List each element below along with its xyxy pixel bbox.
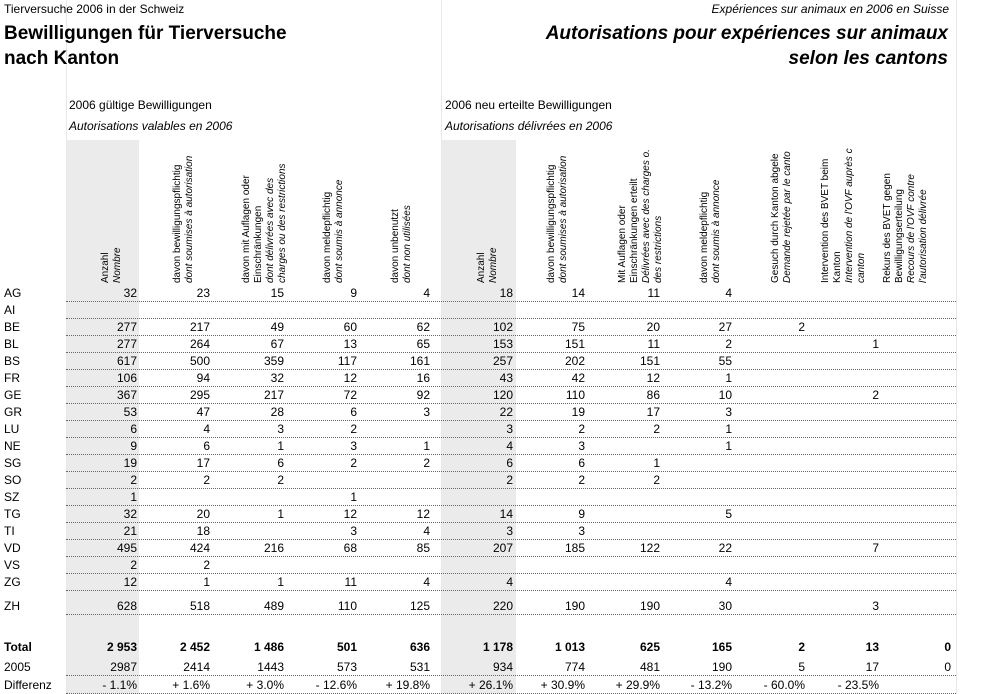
- title-de-line2: nach Kanton: [4, 48, 120, 69]
- column-header-fr: charges ou des restrictions: [277, 163, 288, 283]
- table-cell: 110: [337, 599, 357, 613]
- column-header-de: davon meldepflichtig: [699, 191, 710, 283]
- table-cell: 14: [571, 286, 585, 300]
- table-cell: - 1.1%: [102, 678, 137, 692]
- table-cell: + 29.9%: [615, 678, 660, 692]
- table-cell: 94: [196, 371, 210, 385]
- table-cell: 22: [718, 541, 732, 555]
- table-cell: 125: [409, 599, 430, 613]
- table-row-label: AG: [4, 286, 22, 300]
- table-cell: + 30.9%: [540, 678, 585, 692]
- column-header: [476, 247, 500, 283]
- table-cell: 106: [116, 371, 137, 385]
- table-cell: 11: [647, 337, 660, 351]
- row-divider: [66, 675, 956, 676]
- table-cell: 207: [492, 541, 513, 555]
- row-divider: [66, 386, 956, 387]
- table-cell: 19: [123, 456, 137, 470]
- table-cell: 11: [647, 286, 660, 300]
- table-cell: 2: [130, 473, 137, 487]
- table-cell: 20: [646, 320, 660, 334]
- grid-line: [956, 0, 957, 694]
- column-header-fr: Délivrées avec des charges o.: [641, 149, 652, 283]
- row-divider: [66, 556, 956, 557]
- column-header-de: Mit Auflagen oder: [617, 205, 628, 283]
- table-cell: 32: [270, 371, 284, 385]
- total-row-label: Total: [4, 640, 32, 654]
- row-divider: [66, 403, 956, 404]
- table-cell: + 19.8%: [385, 678, 430, 692]
- table-cell: 60: [343, 320, 357, 334]
- table-cell: 1: [203, 575, 210, 589]
- table-row-label: LU: [4, 422, 20, 436]
- table-cell: 18: [499, 286, 513, 300]
- table-cell: 151: [564, 337, 585, 351]
- table-cell: 6: [130, 422, 137, 436]
- column-header: [770, 151, 794, 283]
- title-fr-line2: selon les cantons: [788, 48, 948, 69]
- table-cell: 495: [116, 541, 137, 555]
- table-row-label: VS: [4, 558, 21, 572]
- table-cell: 185: [564, 541, 585, 555]
- table-cell: 151: [639, 354, 660, 368]
- column-header-fr: dont soumis à annonce: [334, 179, 345, 283]
- table-cell: 217: [189, 320, 210, 334]
- table-cell: 12: [416, 507, 430, 521]
- column-header-fr: Recours de l'OVF contre: [906, 174, 917, 283]
- column-header-fr: dont soumises à autorisation: [558, 155, 569, 283]
- column-header-fr: canton: [856, 252, 867, 283]
- table-cell: 628: [116, 599, 137, 613]
- table-cell: 86: [646, 388, 660, 402]
- table-cell: - 12.6%: [315, 678, 357, 692]
- table-cell: 14: [499, 507, 513, 521]
- table-cell: 2 452: [179, 640, 210, 654]
- title-fr: [546, 21, 948, 71]
- table-cell: 4: [725, 286, 732, 300]
- table-cell: - 13.2%: [690, 678, 732, 692]
- table-cell: 4: [423, 575, 430, 589]
- table-row-label: SZ: [4, 490, 20, 504]
- table-cell: 501: [336, 640, 357, 654]
- table-cell: 27: [718, 320, 732, 334]
- column-header-fr: Nombre: [112, 247, 123, 283]
- table-cell: 4: [506, 439, 513, 453]
- table-cell: 23: [196, 286, 210, 300]
- row-divider: [66, 590, 956, 591]
- table-cell: 295: [189, 388, 210, 402]
- table-cell: 6: [506, 456, 513, 470]
- table-cell: 934: [492, 660, 513, 674]
- table-cell: 1: [277, 439, 284, 453]
- table-cell: 359: [263, 354, 284, 368]
- table-cell: 1 178: [482, 640, 513, 654]
- table-cell: 3: [350, 439, 357, 453]
- table-cell: 0: [944, 640, 951, 654]
- section-new-subtitle: Autorisations délivrées en 2006: [445, 119, 613, 133]
- table-cell: 1: [725, 439, 732, 453]
- table-cell: 636: [409, 640, 430, 654]
- row-divider: [66, 471, 956, 472]
- table-cell: 120: [492, 388, 513, 402]
- row-divider: [66, 454, 956, 455]
- table-cell: 531: [409, 660, 430, 674]
- table-row-label: SO: [4, 473, 22, 487]
- table-cell: 85: [416, 541, 430, 555]
- column-header-fr: dont soumises à autorisation: [184, 155, 195, 283]
- table-cell: 202: [564, 354, 585, 368]
- table-cell: + 1.6%: [172, 678, 210, 692]
- table-cell: 264: [189, 337, 210, 351]
- table-cell: 2: [653, 473, 660, 487]
- column-header: [241, 163, 289, 283]
- table-row-label: TI: [4, 524, 15, 538]
- table-cell: 625: [639, 640, 660, 654]
- table-cell: 68: [343, 541, 357, 555]
- table-cell: 49: [270, 320, 284, 334]
- table-cell: 72: [343, 388, 357, 402]
- doc-label-de: Tierversuche 2006 in der Schweiz: [4, 2, 185, 16]
- title-de: [4, 21, 287, 71]
- table-row-label: ZG: [4, 575, 21, 589]
- table-cell: 153: [492, 337, 513, 351]
- row-divider: [66, 335, 956, 336]
- column-header: [390, 205, 414, 283]
- table-cell: 424: [189, 541, 210, 555]
- table-cell: 190: [564, 599, 585, 613]
- table-cell: + 26.1%: [468, 678, 513, 692]
- table-cell: 75: [571, 320, 585, 334]
- table-cell: 4: [506, 575, 513, 589]
- section-valid-subtitle: Autorisations valables en 2006: [69, 119, 233, 133]
- table-cell: 3: [725, 405, 732, 419]
- column-header-de: Anzahl: [476, 252, 487, 283]
- table-cell: 3: [872, 599, 879, 613]
- table-cell: 6: [203, 439, 210, 453]
- table-cell: 3: [506, 422, 513, 436]
- table-row-label: NE: [4, 439, 21, 453]
- column-header-fr: des restrictions: [653, 215, 664, 283]
- table-cell: 62: [416, 320, 430, 334]
- table-cell: 2: [203, 473, 210, 487]
- table-cell: 2: [350, 422, 357, 436]
- column-header: [699, 180, 723, 283]
- table-cell: 67: [270, 337, 284, 351]
- table-cell: 1: [130, 490, 137, 504]
- column-header-fr: Demande rejetée par le canto: [782, 151, 793, 283]
- table-cell: 9: [578, 507, 585, 521]
- table-cell: 2: [578, 473, 585, 487]
- table-cell: 1 486: [253, 640, 284, 654]
- table-cell: 4: [423, 286, 430, 300]
- table-cell: 12: [123, 575, 137, 589]
- table-cell: 12: [343, 371, 357, 385]
- table-row-label: AI: [4, 303, 16, 317]
- table-cell: - 60.0%: [763, 678, 805, 692]
- table-cell: 13: [865, 640, 879, 654]
- column-header: [882, 173, 930, 283]
- table-cell: 2: [798, 320, 805, 334]
- title-de-line1: Bewilligungen für Tierversuche: [4, 23, 287, 44]
- table-cell: 2987: [110, 660, 137, 674]
- table-cell: 190: [711, 660, 732, 674]
- table-cell: 5: [798, 660, 805, 674]
- row-divider: [66, 437, 956, 438]
- table-row-label: GR: [4, 405, 22, 419]
- table-cell: 110: [565, 388, 585, 402]
- table-row-label: FR: [4, 371, 20, 385]
- row-divider: [66, 301, 956, 302]
- table-cell: 11: [344, 575, 357, 589]
- table-cell: + 3.0%: [246, 678, 284, 692]
- row-divider: [66, 522, 956, 523]
- table-cell: 4: [423, 524, 430, 538]
- section-valid-title: 2006 gültige Bewilligungen: [69, 98, 212, 112]
- column-header-de: Rekurs des BVET gegen: [882, 173, 893, 283]
- column-header-de: davon bewilligungspflichtig: [172, 164, 183, 283]
- table-cell: 216: [263, 541, 284, 555]
- column-header-de: Kanton: [832, 251, 843, 283]
- table-cell: 21: [123, 524, 137, 538]
- table-cell: 2: [506, 473, 513, 487]
- table-row-label: VD: [4, 541, 21, 555]
- table-cell: 1: [872, 337, 879, 351]
- table-cell: 17: [646, 405, 660, 419]
- table-row-label: SG: [4, 456, 22, 470]
- row-divider: [66, 488, 956, 489]
- table-cell: 28: [270, 405, 284, 419]
- column-header-fr: l'autorisation délivrée: [918, 189, 929, 283]
- column-header-de: davon meldepflichtig: [322, 191, 333, 283]
- table-cell: 190: [639, 599, 660, 613]
- column-header-de: Bewilligungserteilung: [894, 189, 905, 283]
- table-cell: 122: [639, 541, 660, 555]
- table-cell: 10: [718, 388, 732, 402]
- column-header: [820, 148, 868, 283]
- table-cell: 18: [196, 524, 210, 538]
- table-cell: 4: [725, 575, 732, 589]
- table-cell: 2: [653, 422, 660, 436]
- table-cell: 53: [123, 405, 137, 419]
- table-cell: 774: [564, 660, 585, 674]
- table-cell: 7: [872, 541, 879, 555]
- table-row-label: ZH: [4, 599, 20, 613]
- table-cell: 2 953: [106, 640, 137, 654]
- column-header-de: davon bewilligungspflichtig: [546, 164, 557, 283]
- table-cell: 0: [944, 660, 951, 674]
- table-row-label: BE: [4, 320, 21, 334]
- doc-label-fr: Expériences sur animaux en 2006 en Suisse: [711, 2, 949, 16]
- column-header-fr: Intervention de l'OVF auprès c: [844, 148, 855, 283]
- table-cell: 2: [423, 456, 430, 470]
- table-cell: 47: [196, 405, 210, 419]
- table-cell: 22: [499, 405, 513, 419]
- table-cell: 2: [725, 337, 732, 351]
- table-cell: 2: [277, 473, 284, 487]
- table-cell: 1: [350, 490, 357, 504]
- table-cell: 19: [571, 405, 585, 419]
- table-cell: 117: [337, 354, 357, 368]
- table-row-label: BS: [4, 354, 21, 368]
- table-cell: 15: [270, 286, 284, 300]
- table-cell: 1443: [257, 660, 284, 674]
- table-cell: 4: [203, 422, 210, 436]
- table-cell: 3: [578, 524, 585, 538]
- table-cell: 3: [506, 524, 513, 538]
- table-cell: 617: [116, 354, 137, 368]
- table-cell: 2: [578, 422, 585, 436]
- column-header: [100, 247, 124, 283]
- diff-row-label: Differenz: [4, 678, 52, 692]
- row-divider: [66, 505, 956, 506]
- table-cell: 20: [196, 507, 210, 521]
- table-cell: 165: [711, 640, 732, 654]
- column-header-de: Anzahl: [100, 252, 111, 283]
- column-header: [617, 149, 665, 283]
- row-divider: [66, 420, 956, 421]
- column-header-fr: dont délivrées avec des: [265, 177, 276, 283]
- table-cell: 2: [798, 640, 805, 654]
- column-header-fr: dont soumis à annonce: [711, 179, 722, 283]
- column-header: [546, 156, 570, 283]
- table-cell: 2: [203, 558, 210, 572]
- table-cell: 3: [578, 439, 585, 453]
- column-header-de: Gesuch durch Kanton abgele: [770, 153, 781, 283]
- table-cell: 32: [123, 507, 137, 521]
- table-cell: 1 013: [554, 640, 585, 654]
- table-cell: 17: [865, 660, 879, 674]
- table-cell: 217: [263, 388, 284, 402]
- table-row-label: GE: [4, 388, 22, 402]
- table-cell: 9: [350, 286, 357, 300]
- row-divider: [66, 614, 956, 615]
- column-header-de: Einschränkungen erteilt: [629, 178, 640, 283]
- row-divider: [66, 573, 956, 574]
- table-cell: 257: [492, 354, 513, 368]
- table-cell: 43: [499, 371, 513, 385]
- table-cell: 5: [725, 507, 732, 521]
- table-cell: 92: [416, 388, 430, 402]
- row-divider: [66, 369, 956, 370]
- table-cell: 3: [423, 405, 430, 419]
- table-cell: 6: [578, 456, 585, 470]
- row-divider: [66, 352, 956, 353]
- table-cell: 17: [196, 456, 210, 470]
- table-cell: 32: [123, 286, 137, 300]
- table-cell: 2414: [183, 660, 210, 674]
- table-cell: 3: [277, 422, 284, 436]
- table-cell: 277: [116, 320, 137, 334]
- table-cell: 1: [725, 371, 732, 385]
- table-row-label: BL: [4, 337, 19, 351]
- prev-year-row-label: 2005: [4, 660, 31, 674]
- table-cell: 102: [492, 320, 513, 334]
- table-cell: 30: [718, 599, 732, 613]
- column-header-fr: Nombre: [488, 247, 499, 283]
- column-header-de: Einschränkungen: [253, 205, 264, 283]
- table-cell: 12: [343, 507, 357, 521]
- table-cell: 1: [277, 575, 284, 589]
- column-header-fr: dont non utilisées: [402, 205, 413, 283]
- table-cell: 573: [336, 660, 357, 674]
- column-header: [172, 156, 196, 283]
- row-divider: [66, 318, 956, 319]
- table-cell: 367: [116, 388, 137, 402]
- table-cell: 1: [277, 507, 284, 521]
- table-cell: 277: [116, 337, 137, 351]
- column-header-de: davon unbenutzt: [390, 209, 401, 283]
- column-header-de: Intervention des BVET beim: [820, 158, 831, 283]
- table-cell: 1: [725, 422, 732, 436]
- table-cell: 161: [409, 354, 430, 368]
- table-cell: 1: [653, 456, 660, 470]
- table-cell: 6: [277, 456, 284, 470]
- table-cell: 13: [343, 337, 357, 351]
- table-cell: 16: [416, 371, 430, 385]
- table-cell: 6: [350, 405, 357, 419]
- title-fr-line1: Autorisations pour expériences sur animaux: [545, 23, 948, 44]
- row-divider: [66, 539, 956, 540]
- column-header-de: davon mit Auflagen oder: [241, 175, 252, 283]
- table-cell: - 23.5%: [837, 678, 879, 692]
- table-cell: 1: [423, 439, 430, 453]
- table-cell: 42: [571, 371, 585, 385]
- table-cell: 12: [646, 371, 660, 385]
- table-cell: 489: [263, 599, 284, 613]
- section-new-title: 2006 neu erteilte Bewilligungen: [445, 98, 612, 112]
- table-cell: 9: [130, 439, 137, 453]
- table-row-label: TG: [4, 507, 21, 521]
- table-cell: 220: [492, 599, 513, 613]
- column-header: [322, 180, 346, 283]
- table-cell: 65: [416, 337, 430, 351]
- table-cell: 2: [350, 456, 357, 470]
- table-cell: 2: [872, 388, 879, 402]
- table-cell: 481: [639, 660, 660, 674]
- table-cell: 2: [130, 558, 137, 572]
- table-cell: 500: [189, 354, 210, 368]
- table-cell: 55: [718, 354, 732, 368]
- table-cell: 3: [350, 524, 357, 538]
- table-cell: 518: [189, 599, 210, 613]
